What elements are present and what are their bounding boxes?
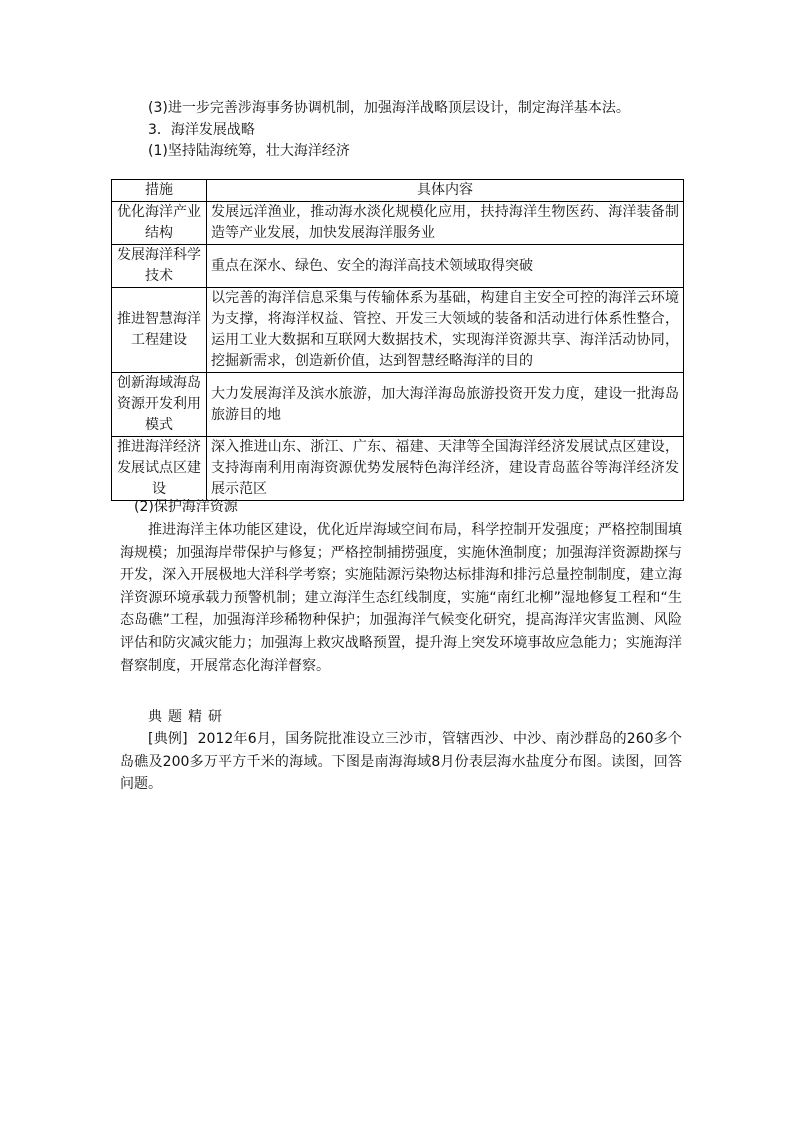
table-header-measure: 措施: [112, 180, 207, 202]
content-cell: 深入推进山东、浙江、广东、福建、天津等全国海洋经济发展试点区建设，支持海南利用南海资源优势发展特色海洋经济，建设青岛蓝谷等海洋经济发展示范区: [207, 437, 684, 501]
measure-cell: 推进智慧海洋工程建设: [112, 288, 207, 373]
strategy-item-3: (3)进一步完善涉海事务协调机制，加强海洋战略顶层设计，制定海洋基本法。: [148, 100, 630, 116]
example-label: [典例]: [148, 731, 188, 747]
table-row: [112, 202, 684, 245]
content-cell: 以完善的海洋信息采集与传输体系为基础，构建自主安全可控的海洋云环境为支撑，将海洋权益、管控、开发三大领域的装备和活动进行体系性整合，运用工业大数据和互联网大数据技术，实现海洋资源共享、海洋活动协同，挖掘新需求，创造新价值，达到智慧经略海洋的目的: [207, 288, 684, 373]
measure-cell: 推进海洋经济发展试点区建设: [112, 437, 207, 501]
table-header-content: 具体内容: [207, 180, 684, 202]
research-heading: 典题精研: [148, 709, 228, 725]
table-row: [112, 373, 684, 437]
content-cell: 重点在深水、绿色、安全的海洋高技术领域取得突破: [207, 245, 684, 288]
protect-resources-paragraph: 推进海洋主体功能区建设，优化近岸海域空间布局，科学控制开发强度；严格控制围填海规模；加强海岸带保护与修复；严格控制捕捞强度，实施休渔制度；加强海洋资源勘探与开发，深入开展极地大洋科学考察；实施陆源污染物达标排海和排污总量控制制度，建立海洋资源环境承载力预警机制；建立海洋生态红线制度，实施“南红北柳”湿地修复工程和“生态岛礁”工程，加强海洋珍稀物种保护；加强海洋气候变化研究，提高海洋灾害监测、风险评估和防灾减灾能力；加强海上救灾战略预置，提升海上突发环境事故应急能力；实施海洋督察制度，开展常态化海洋督察。: [120, 522, 682, 674]
table-header-row: [112, 180, 684, 202]
content-cell: 发展远洋渔业，推动海水淡化规模化应用，扶持海洋生物医药、海洋装备制造等产业发展，加快发展海洋服务业: [207, 202, 684, 245]
table-row: [112, 437, 684, 501]
table-row: [112, 288, 684, 373]
measures-table: [111, 179, 684, 501]
measure-cell: 创新海域海岛资源开发利用模式: [112, 373, 207, 437]
content-cell: 大力发展海洋及滨水旅游，加大海洋海岛旅游投资开发力度，建设一批海岛旅游目的地: [207, 373, 684, 437]
measure-cell: 优化海洋产业结构: [112, 202, 207, 245]
example-text: 2012年6月，国务院批准设立三沙市，管辖西沙、中沙、南沙群岛的260多个岛礁及200多万平方千米的海域。下图是南海海域8月份表层海水盐度分布图。读图，回答问题。: [120, 731, 682, 793]
subsection-title-land-sea: (1)坚持陆海统筹，壮大海洋经济: [148, 143, 350, 159]
table-row: [112, 245, 684, 288]
example-paragraph: [120, 728, 682, 796]
subsection-title-protect-resources: (2)保护海洋资源: [134, 499, 238, 515]
measure-cell: 发展海洋科学技术: [112, 245, 207, 288]
section-title-ocean-strategy: 3．海洋发展战略: [148, 122, 255, 138]
